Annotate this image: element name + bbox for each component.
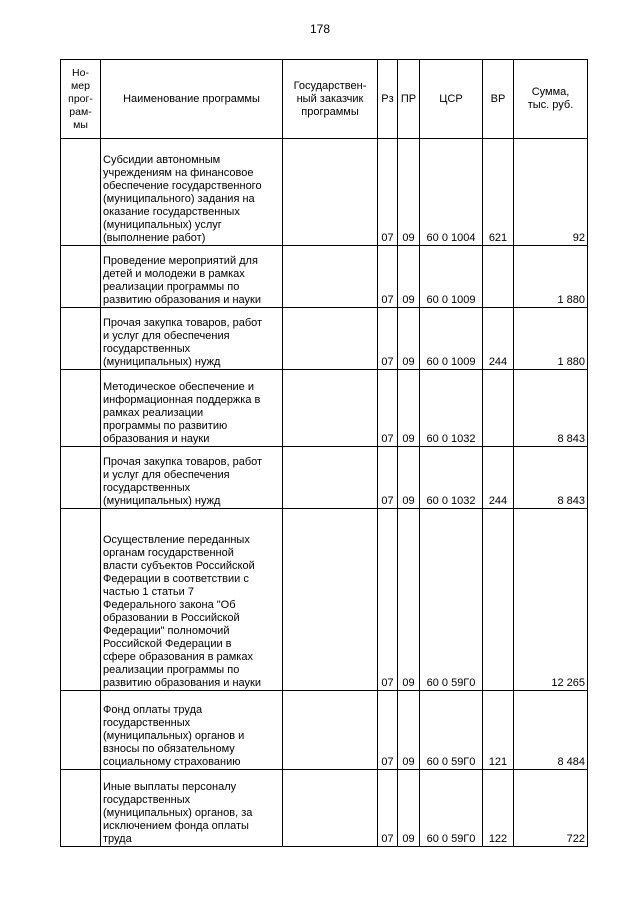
vr-cell: 122 xyxy=(483,770,514,847)
page-number: 178 xyxy=(309,22,331,36)
state-customer-cell xyxy=(283,770,378,847)
program-number-cell xyxy=(61,447,101,509)
csr-cell: 60 0 59Г0 xyxy=(420,691,483,770)
table-row xyxy=(61,447,588,509)
state-customer-cell xyxy=(283,447,378,509)
csr-cell: 60 0 1032 xyxy=(420,447,483,509)
rz-cell: 07 xyxy=(378,447,398,509)
csr-cell: 60 0 1032 xyxy=(420,370,483,447)
table-row xyxy=(61,308,588,370)
rz-cell: 07 xyxy=(378,770,398,847)
table-row xyxy=(61,139,588,246)
state-customer-cell xyxy=(283,246,378,308)
program-name-cell: Фонд оплаты труда государственных (муниципальных) органов и взносы по обязательному социальному страхованию xyxy=(101,691,283,770)
program-name-cell: Методическое обеспечение и информационная поддержка в рамках реализации программы по развитию образования и науки xyxy=(101,370,283,447)
header-vr xyxy=(483,60,514,139)
program-name-cell: Иные выплаты персоналу государственных (муниципальных) органов, за исключением фонда оплаты труда xyxy=(101,770,283,847)
vr-cell xyxy=(483,246,514,308)
csr-cell: 60 0 1009 xyxy=(420,308,483,370)
header-csr xyxy=(420,60,483,139)
csr-cell: 60 0 59Г0 xyxy=(420,770,483,847)
program-number-cell xyxy=(61,308,101,370)
csr-cell: 60 0 1004 xyxy=(420,139,483,246)
program-number-cell xyxy=(61,246,101,308)
state-customer-cell xyxy=(283,308,378,370)
sum-cell: 1 880 xyxy=(514,246,588,308)
pr-cell: 09 xyxy=(398,246,420,308)
budget-program-table xyxy=(60,59,588,847)
header-rz-label: Рз xyxy=(381,92,394,105)
header-pr-label: ПР xyxy=(400,92,417,105)
state-customer-cell xyxy=(283,370,378,447)
vr-cell xyxy=(483,509,514,691)
state-customer-cell xyxy=(283,509,378,691)
header-pr xyxy=(398,60,420,139)
rz-cell: 07 xyxy=(378,246,398,308)
program-name-cell: Проведение мероприятий для детей и молодежи в рамках реализации программы по развитию образования и науки xyxy=(101,246,283,308)
rz-cell: 07 xyxy=(378,308,398,370)
sum-cell: 8 843 xyxy=(514,370,588,447)
pr-cell: 09 xyxy=(398,770,420,847)
header-row xyxy=(61,60,588,139)
header-csr-label: ЦСР xyxy=(439,92,463,105)
state-customer-cell xyxy=(283,139,378,246)
state-customer-cell xyxy=(283,691,378,770)
pr-cell: 09 xyxy=(398,370,420,447)
table-row xyxy=(61,370,588,447)
program-number-cell xyxy=(61,770,101,847)
pr-cell: 09 xyxy=(398,308,420,370)
table-row xyxy=(61,691,588,770)
sum-cell: 8 843 xyxy=(514,447,588,509)
sum-cell: 722 xyxy=(514,770,588,847)
header-sum-label: Сумма, тыс. руб. xyxy=(527,86,574,111)
program-name-cell: Прочая закупка товаров, работ и услуг для обеспечения государственных (муниципальных) нужд xyxy=(101,308,283,370)
program-name-cell: Субсидии автономным учреждениям на финансовое обеспечение государственного (муниципального) задания на оказание государственных (муниципальных) услуг (выполнение работ) xyxy=(101,139,283,246)
sum-cell: 92 xyxy=(514,139,588,246)
rz-cell: 07 xyxy=(378,139,398,246)
vr-cell: 244 xyxy=(483,447,514,509)
header-program-number-label: Но- мер прог- рам- мы xyxy=(68,66,93,131)
sum-cell: 8 484 xyxy=(514,691,588,770)
program-number-cell xyxy=(61,509,101,691)
program-number-cell xyxy=(61,370,101,447)
header-sum xyxy=(514,60,588,139)
header-vr-label: ВР xyxy=(490,92,506,105)
rz-cell: 07 xyxy=(378,370,398,447)
pr-cell: 09 xyxy=(398,691,420,770)
csr-cell: 60 0 1009 xyxy=(420,246,483,308)
rz-cell: 07 xyxy=(378,691,398,770)
table-row xyxy=(61,246,588,308)
pr-cell: 09 xyxy=(398,509,420,691)
vr-cell xyxy=(483,370,514,447)
pr-cell: 09 xyxy=(398,139,420,246)
rz-cell: 07 xyxy=(378,509,398,691)
sum-cell: 1 880 xyxy=(514,308,588,370)
vr-cell: 244 xyxy=(483,308,514,370)
header-state-customer-label: Государствен- ный заказчик программы xyxy=(293,79,367,118)
table-row xyxy=(61,509,588,691)
vr-cell: 621 xyxy=(483,139,514,246)
table-row xyxy=(61,770,588,847)
header-program-name xyxy=(101,60,283,139)
header-program-number xyxy=(61,60,101,139)
table-header xyxy=(61,60,588,139)
sum-cell: 12 265 xyxy=(514,509,588,691)
table-body xyxy=(61,139,588,847)
header-program-name-label: Наименование программы xyxy=(123,92,260,105)
csr-cell: 60 0 59Г0 xyxy=(420,509,483,691)
header-state-customer xyxy=(283,60,378,139)
program-name-cell: Осуществление переданных органам государственной власти субъектов Российской Федерации в соответствии с частью 1 статьи 7 Федерального закона "Об образовании в Российской Федерации" полномочий Российской Федерации в сфере образования в рамках реализации программы по развитию образования и науки xyxy=(101,509,283,691)
pr-cell: 09 xyxy=(398,447,420,509)
header-rz xyxy=(378,60,398,139)
vr-cell: 121 xyxy=(483,691,514,770)
program-number-cell xyxy=(61,139,101,246)
program-name-cell: Прочая закупка товаров, работ и услуг для обеспечения государственных (муниципальных) нужд xyxy=(101,447,283,509)
program-number-cell xyxy=(61,691,101,770)
